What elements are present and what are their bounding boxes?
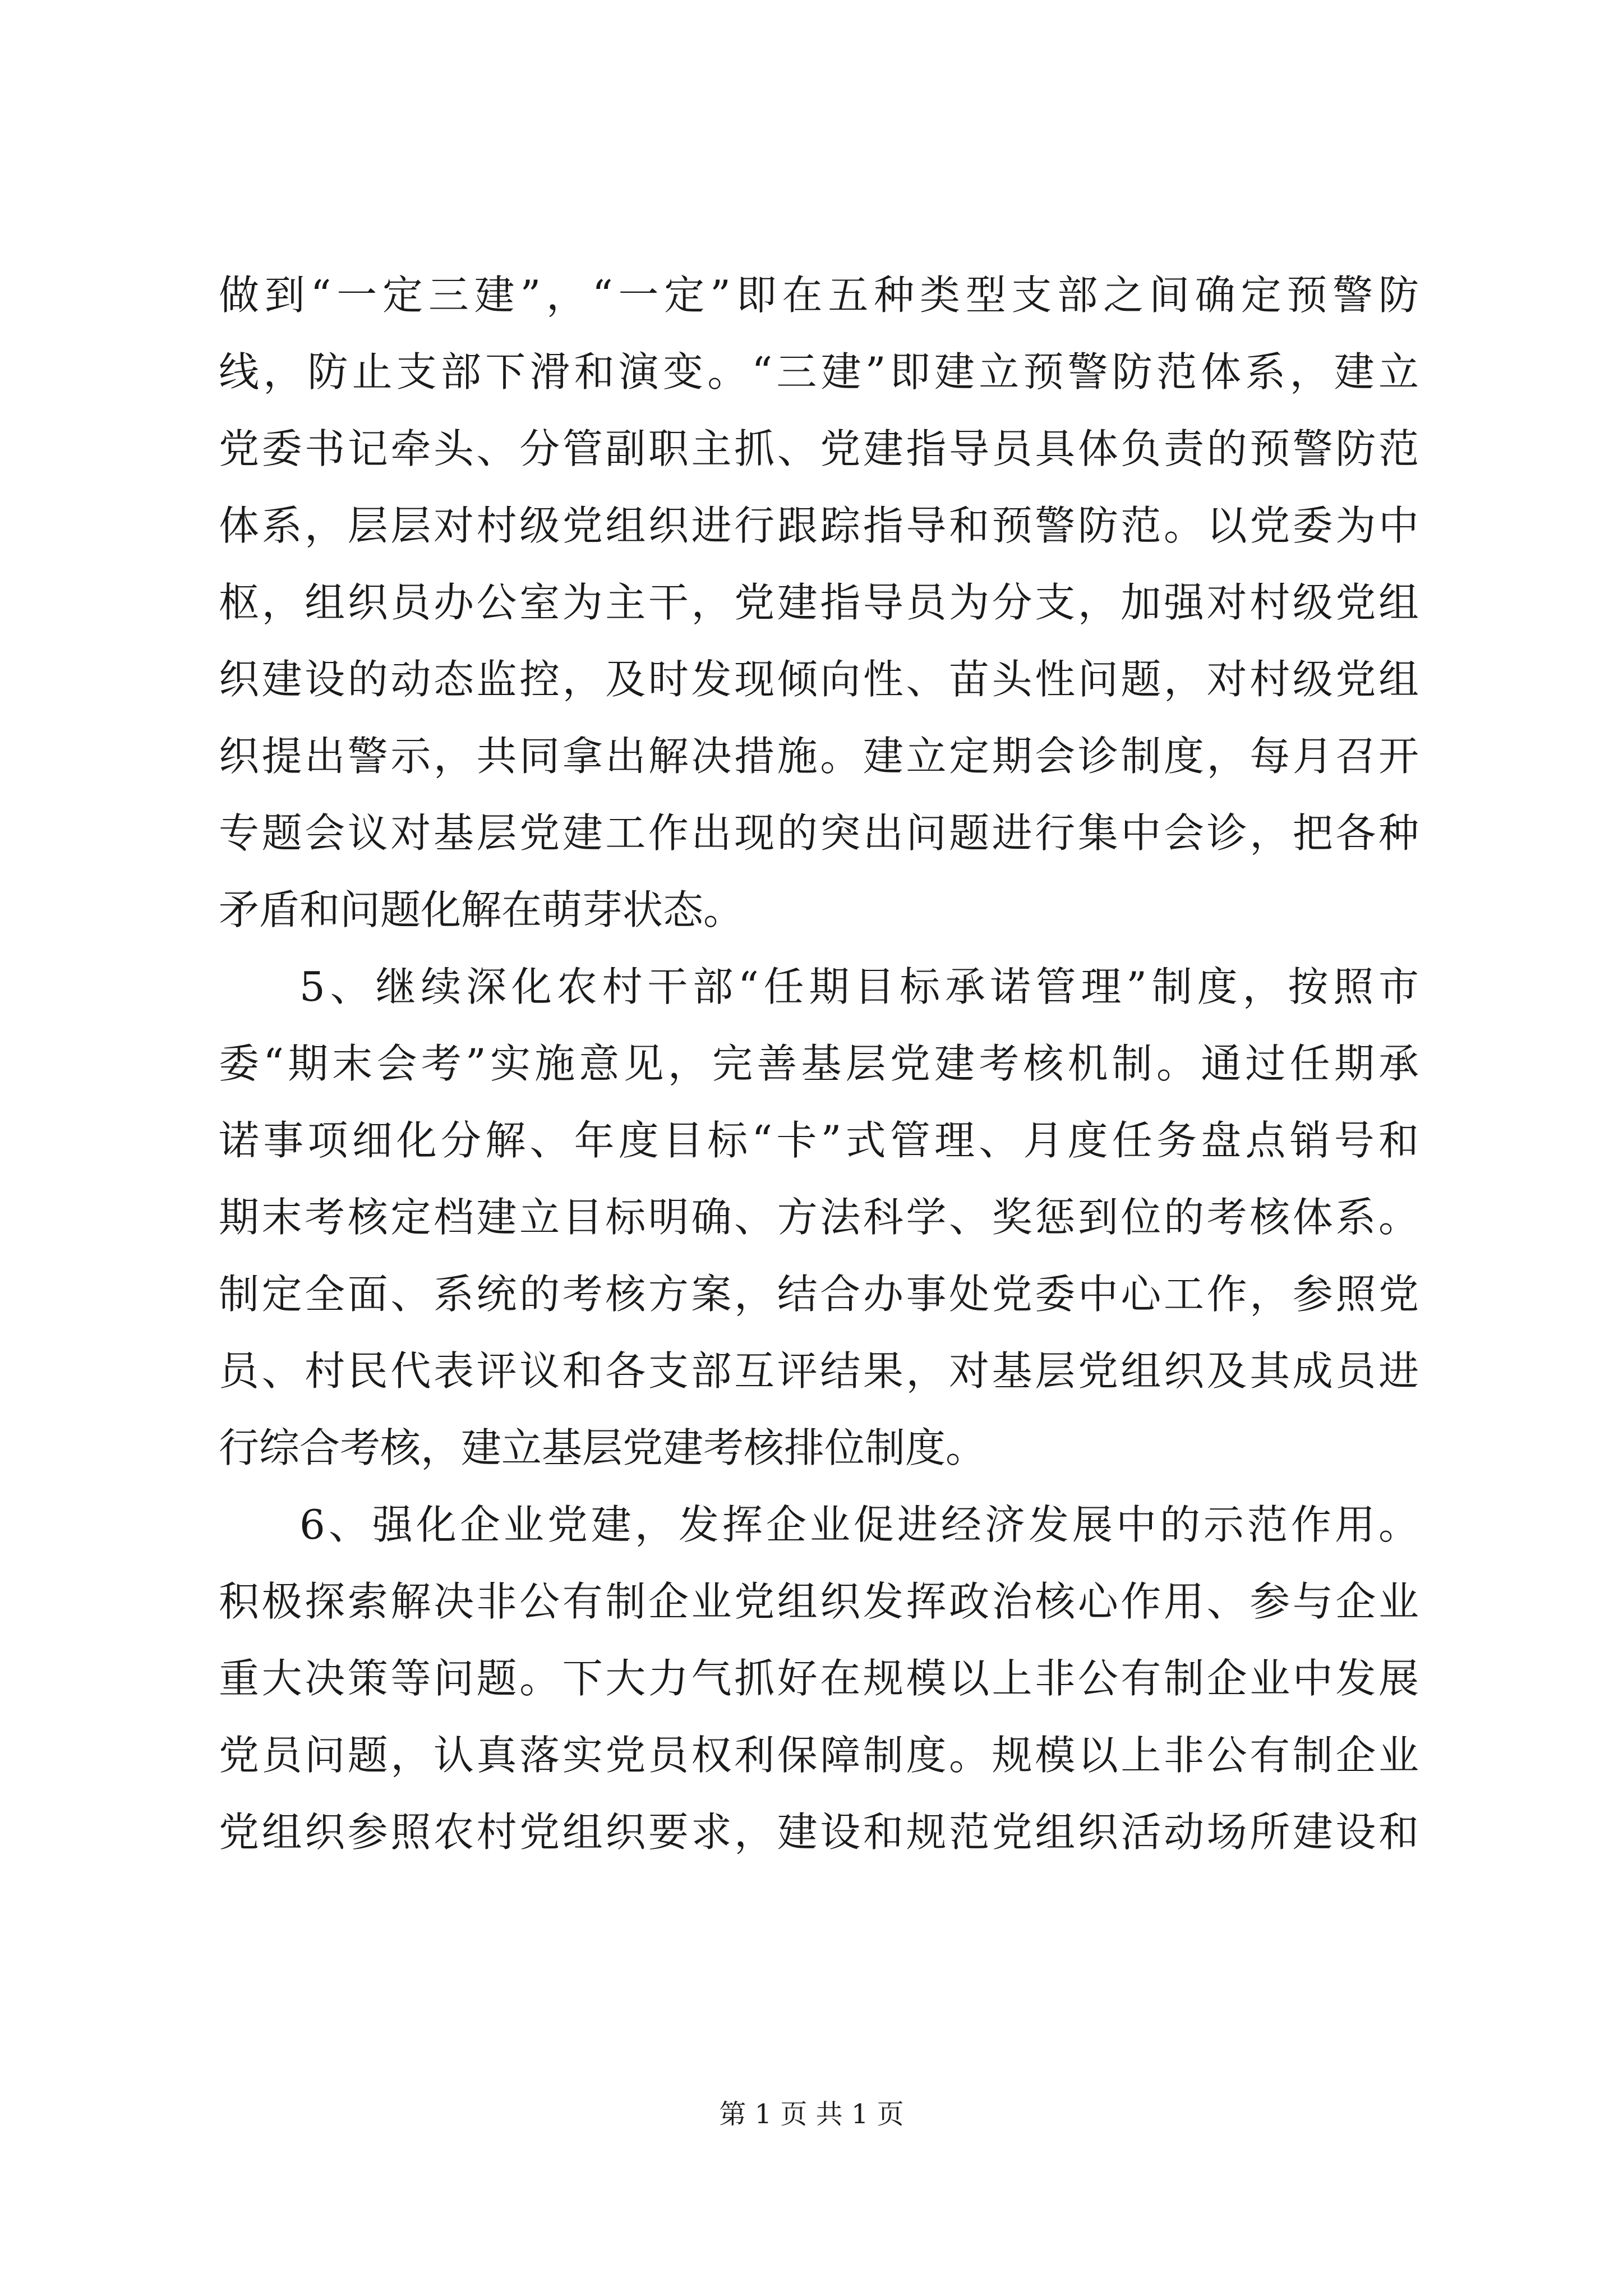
text-line: 制定全面、系统的考核方案，结合办事处党委中心工作，参照党 [219,1271,1419,1318]
page-footer [0,2092,1623,2131]
text-line: 6、强化企业党建，发挥企业促进经济发展中的示范作用。 [299,1501,1419,1548]
text-line: 矛盾和问题化解在萌芽状态。 [219,886,744,933]
paragraph [219,1487,1419,1871]
paragraph [219,949,1419,1487]
page-number-label: 第 1 页 共 1 页 [719,2099,904,2130]
text-line: 期末考核定档建立目标明确、方法科学、奖惩到位的考核体系。 [219,1194,1419,1241]
document-body [219,257,1419,1871]
text-line: 重大决策等问题。下大力气抓好在规模以上非公有制企业中发展 [219,1655,1419,1702]
text-line: 党组织参照农村党组织要求，建设和规范党组织活动场所建设和 [219,1809,1419,1856]
text-line: 线，防止支部下滑和演变。“三建”即建立预警防范体系，建立 [219,348,1419,395]
paragraph [219,257,1419,949]
text-line: 党委书记牵头、分管副职主抓、党建指导员具体负责的预警防范 [219,425,1419,472]
text-line: 诺事项细化分解、年度目标“卡”式管理、月度任务盘点销号和 [219,1117,1419,1164]
text-line: 积极探索解决非公有制企业党组织发挥政治核心作用、参与企业 [219,1578,1419,1625]
text-line: 党员问题，认真落实党员权利保障制度。规模以上非公有制企业 [219,1732,1419,1779]
text-line: 专题会议对基层党建工作出现的突出问题进行集中会诊，把各种 [219,809,1419,857]
text-line: 5、继续深化农村干部“任期目标承诺管理”制度，按照市 [299,963,1419,1010]
text-line: 员、村民代表评议和各支部互评结果，对基层党组织及其成员进 [219,1347,1419,1395]
text-line: 委“期末会考”实施意见，完善基层党建考核机制。通过任期承 [219,1040,1419,1087]
text-line: 枢，组织员办公室为主干，党建指导员为分支，加强对村级党组 [219,579,1419,626]
text-line: 行综合考核，建立基层党建考核排位制度。 [219,1424,986,1471]
text-line: 织建设的动态监控，及时发现倾向性、苗头性问题，对村级党组 [219,656,1419,703]
text-line: 做到“一定三建”，“一定”即在五种类型支部之间确定预警防 [219,272,1419,319]
text-line: 体系，层层对村级党组织进行跟踪指导和预警防范。以党委为中 [219,502,1419,549]
text-line: 织提出警示，共同拿出解决措施。建立定期会诊制度，每月召开 [219,733,1419,780]
